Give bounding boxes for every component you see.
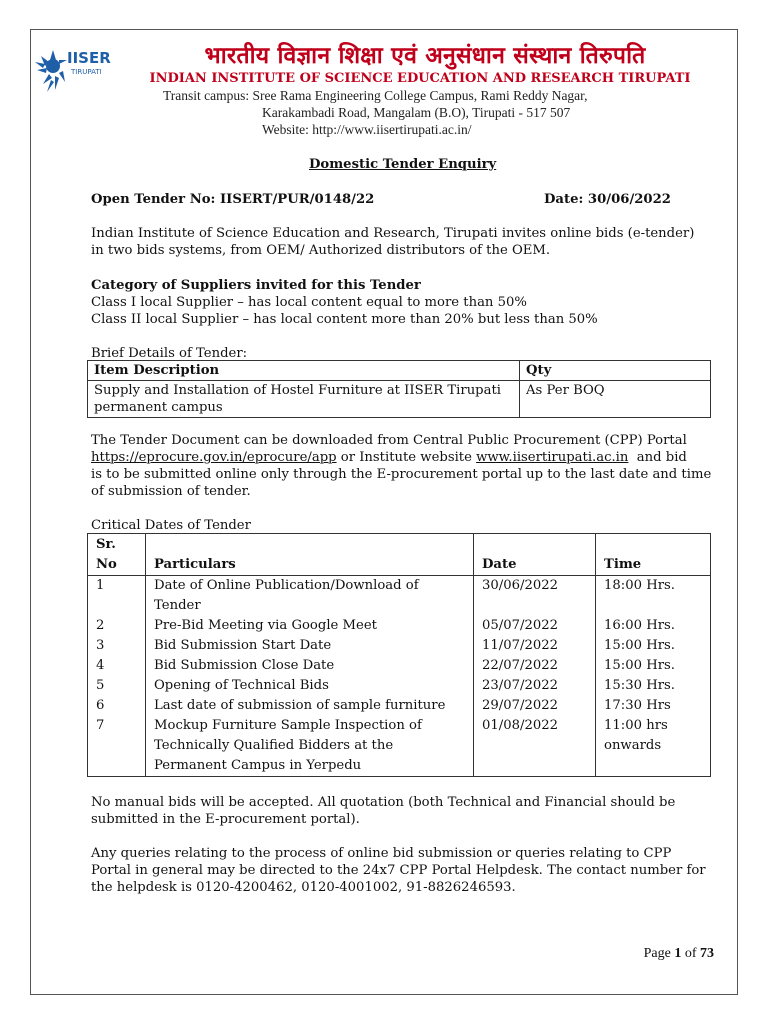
col-particulars-header: Particulars: [146, 534, 474, 576]
date-cell: [474, 676, 596, 696]
sr-cell-line-1: 4: [96, 658, 105, 673]
particulars-cell-line-1: Mockup Furniture Sample Inspection of: [154, 718, 422, 733]
intro-line-1: Indian Institute of Science Education and Research, Tirupati invites online bids (e-tender): [91, 226, 695, 241]
website-line: Website: http://www.iisertirupati.ac.in/: [262, 122, 472, 137]
time-cell-line-1: 15:00 Hrs.: [604, 658, 675, 673]
brief-item-line-2: permanent campus: [94, 400, 223, 415]
dates-row: [88, 716, 711, 777]
category-class-1: Class I local Supplier – has local content equal to more than 50%: [91, 295, 527, 310]
date-cell-line-1: 22/07/2022: [482, 658, 559, 673]
download-line-4: of submission of tender.: [91, 484, 251, 499]
sr-cell: [88, 656, 146, 676]
queries-line-1: Any queries relating to the process of online bid submission or queries relating to CPP: [91, 846, 672, 861]
particulars-cell: [146, 676, 474, 696]
particulars-cell: [146, 656, 474, 676]
time-cell: [596, 636, 711, 656]
time-cell: [596, 696, 711, 716]
date-cell-line-1: 23/07/2022: [482, 678, 559, 693]
page-of: of: [681, 946, 700, 961]
time-cell: [596, 716, 711, 777]
date-cell: [474, 656, 596, 676]
download-line-2: [91, 449, 687, 466]
particulars-cell: [146, 616, 474, 636]
particulars-cell: [146, 696, 474, 716]
date-cell: [474, 636, 596, 656]
particulars-cell-line-2: Technically Qualified Bidders at the: [154, 738, 394, 753]
brief-table: [87, 360, 711, 418]
dates-row: [88, 576, 711, 617]
time-cell: [596, 676, 711, 696]
sr-cell: [88, 576, 146, 617]
particulars-cell-line-1: Last date of submission of sample furniture: [154, 698, 446, 713]
sr-cell-line-1: 1: [96, 578, 105, 593]
page-number: [600, 946, 714, 962]
particulars-cell: [146, 716, 474, 777]
iiser-logo: [33, 36, 123, 100]
brief-label: Brief Details of Tender:: [91, 346, 248, 361]
time-cell-line-2: onwards: [604, 738, 662, 753]
queries-line-2: Portal in general may be directed to the 24x7 CPP Portal Helpdesk. The contact number for: [91, 863, 706, 878]
sr-cell: [88, 676, 146, 696]
date-cell-line-1: 29/07/2022: [482, 698, 559, 713]
document-title: Domestic Tender Enquiry: [309, 157, 497, 172]
brief-qty: As Per BOQ: [520, 381, 711, 418]
particulars-cell: [146, 636, 474, 656]
institute-website-link[interactable]: www.iisertirupati.ac.in: [476, 450, 629, 465]
sr-cell: [88, 696, 146, 716]
brief-header-row: [88, 361, 711, 381]
address-line-1: Transit campus: Sree Rama Engineering College Campus, Rami Reddy Nagar,: [163, 88, 588, 103]
page-current: 1: [674, 946, 682, 961]
particulars-cell-line-1: Date of Online Publication/Download of: [154, 578, 419, 593]
time-cell: [596, 616, 711, 636]
sr-cell-line-1: 7: [96, 718, 105, 733]
time-cell-line-1: 17:30 Hrs: [604, 698, 671, 713]
critical-dates-label: Critical Dates of Tender: [91, 518, 251, 533]
dates-row: [88, 656, 711, 676]
sr-cell-line-1: 5: [96, 678, 105, 693]
time-cell-line-1: 18:00 Hrs.: [604, 578, 675, 593]
intro-line-2: in two bids systems, from OEM/ Authorized distributors of the OEM.: [91, 243, 551, 258]
page-prefix: Page: [643, 946, 675, 961]
col-sr-header: [88, 534, 146, 576]
critical-dates-table: [87, 533, 711, 777]
sr-cell-line-1: 3: [96, 638, 105, 653]
dates-row: [88, 636, 711, 656]
date-cell: [474, 616, 596, 636]
particulars-cell-line-1: Bid Submission Close Date: [154, 658, 335, 673]
brief-item-line-1: Supply and Installation of Hostel Furniture at IISER Tirupati: [94, 383, 502, 398]
col-sr-line-2: No: [96, 557, 117, 572]
date-cell-line-1: 01/08/2022: [482, 718, 559, 733]
particulars-cell-line-1: Pre-Bid Meeting via Google Meet: [154, 618, 377, 633]
brief-item-cell: [88, 381, 520, 418]
logo-text: IISER: [67, 49, 111, 67]
eprocure-link[interactable]: https://eprocure.gov.in/eprocure/app: [91, 450, 337, 465]
date-cell-line-1: 30/06/2022: [482, 578, 559, 593]
tender-number: Open Tender No: IISERT/PUR/0148/22: [91, 192, 375, 207]
category-heading: Category of Suppliers invited for this Tender: [91, 278, 421, 293]
dates-header-row: [88, 534, 711, 576]
time-cell: [596, 656, 711, 676]
queries-line-3: the helpdesk is 0120-4200462, 0120-4001002, 91-8826246593.: [91, 880, 516, 895]
download-line-3: is to be submitted online only through the E-procurement portal up to the last date and time: [91, 467, 712, 482]
particulars-cell-line-3: Permanent Campus in Yerpedu: [154, 758, 362, 773]
download-line-1: The Tender Document can be downloaded from Central Public Procurement (CPP) Portal: [91, 433, 687, 448]
manual-line-2: submitted in the E-procurement portal).: [91, 812, 360, 827]
brief-row: [88, 381, 711, 418]
sr-cell: [88, 616, 146, 636]
time-cell-line-1: 11:00 hrs: [604, 718, 668, 733]
col-time-header: Time: [596, 534, 711, 576]
dates-row: [88, 676, 711, 696]
date-cell: [474, 576, 596, 617]
sr-cell: [88, 636, 146, 656]
dates-row: [88, 696, 711, 716]
col-sr-line-1: Sr.: [96, 537, 116, 552]
time-cell-line-1: 16:00 Hrs.: [604, 618, 675, 633]
time-cell-line-1: 15:30 Hrs.: [604, 678, 675, 693]
date-cell: [474, 716, 596, 777]
sr-cell-line-1: 2: [96, 618, 105, 633]
date-cell: [474, 696, 596, 716]
hindi-title: भारतीय विज्ञान शिक्षा एवं अनुसंधान संस्थान तिरुपति: [204, 43, 646, 69]
page-total: 73: [700, 946, 714, 961]
particulars-cell-line-2: Tender: [154, 598, 201, 613]
time-cell-line-1: 15:00 Hrs.: [604, 638, 675, 653]
logo-subtext: TIRUPATI: [71, 68, 102, 76]
date-cell-line-1: 05/07/2022: [482, 618, 559, 633]
dates-row: [88, 616, 711, 636]
address-line-2: Karakambadi Road, Mangalam (B.O), Tirupati - 517 507: [262, 105, 571, 120]
manual-line-1: No manual bids will be accepted. All quotation (both Technical and Financial should be: [91, 795, 676, 810]
col-date-header: Date: [474, 534, 596, 576]
download-end-text: and bid: [628, 450, 687, 465]
particulars-cell-line-1: Opening of Technical Bids: [154, 678, 329, 693]
brief-col-item: Item Description: [88, 361, 520, 381]
category-class-2: Class II local Supplier – has local content more than 20% but less than 50%: [91, 312, 598, 327]
particulars-cell: [146, 576, 474, 617]
particulars-cell-line-1: Bid Submission Start Date: [154, 638, 332, 653]
sr-cell-line-1: 6: [96, 698, 105, 713]
download-mid-text: or Institute website: [336, 450, 477, 465]
time-cell: [596, 576, 711, 617]
english-title: INDIAN INSTITUTE OF SCIENCE EDUCATION AND RESEARCH TIRUPATI: [149, 71, 691, 86]
tender-date: Date: 30/06/2022: [544, 192, 671, 207]
sr-cell: [88, 716, 146, 777]
date-cell-line-1: 11/07/2022: [482, 638, 559, 653]
brief-col-qty: Qty: [520, 361, 711, 381]
